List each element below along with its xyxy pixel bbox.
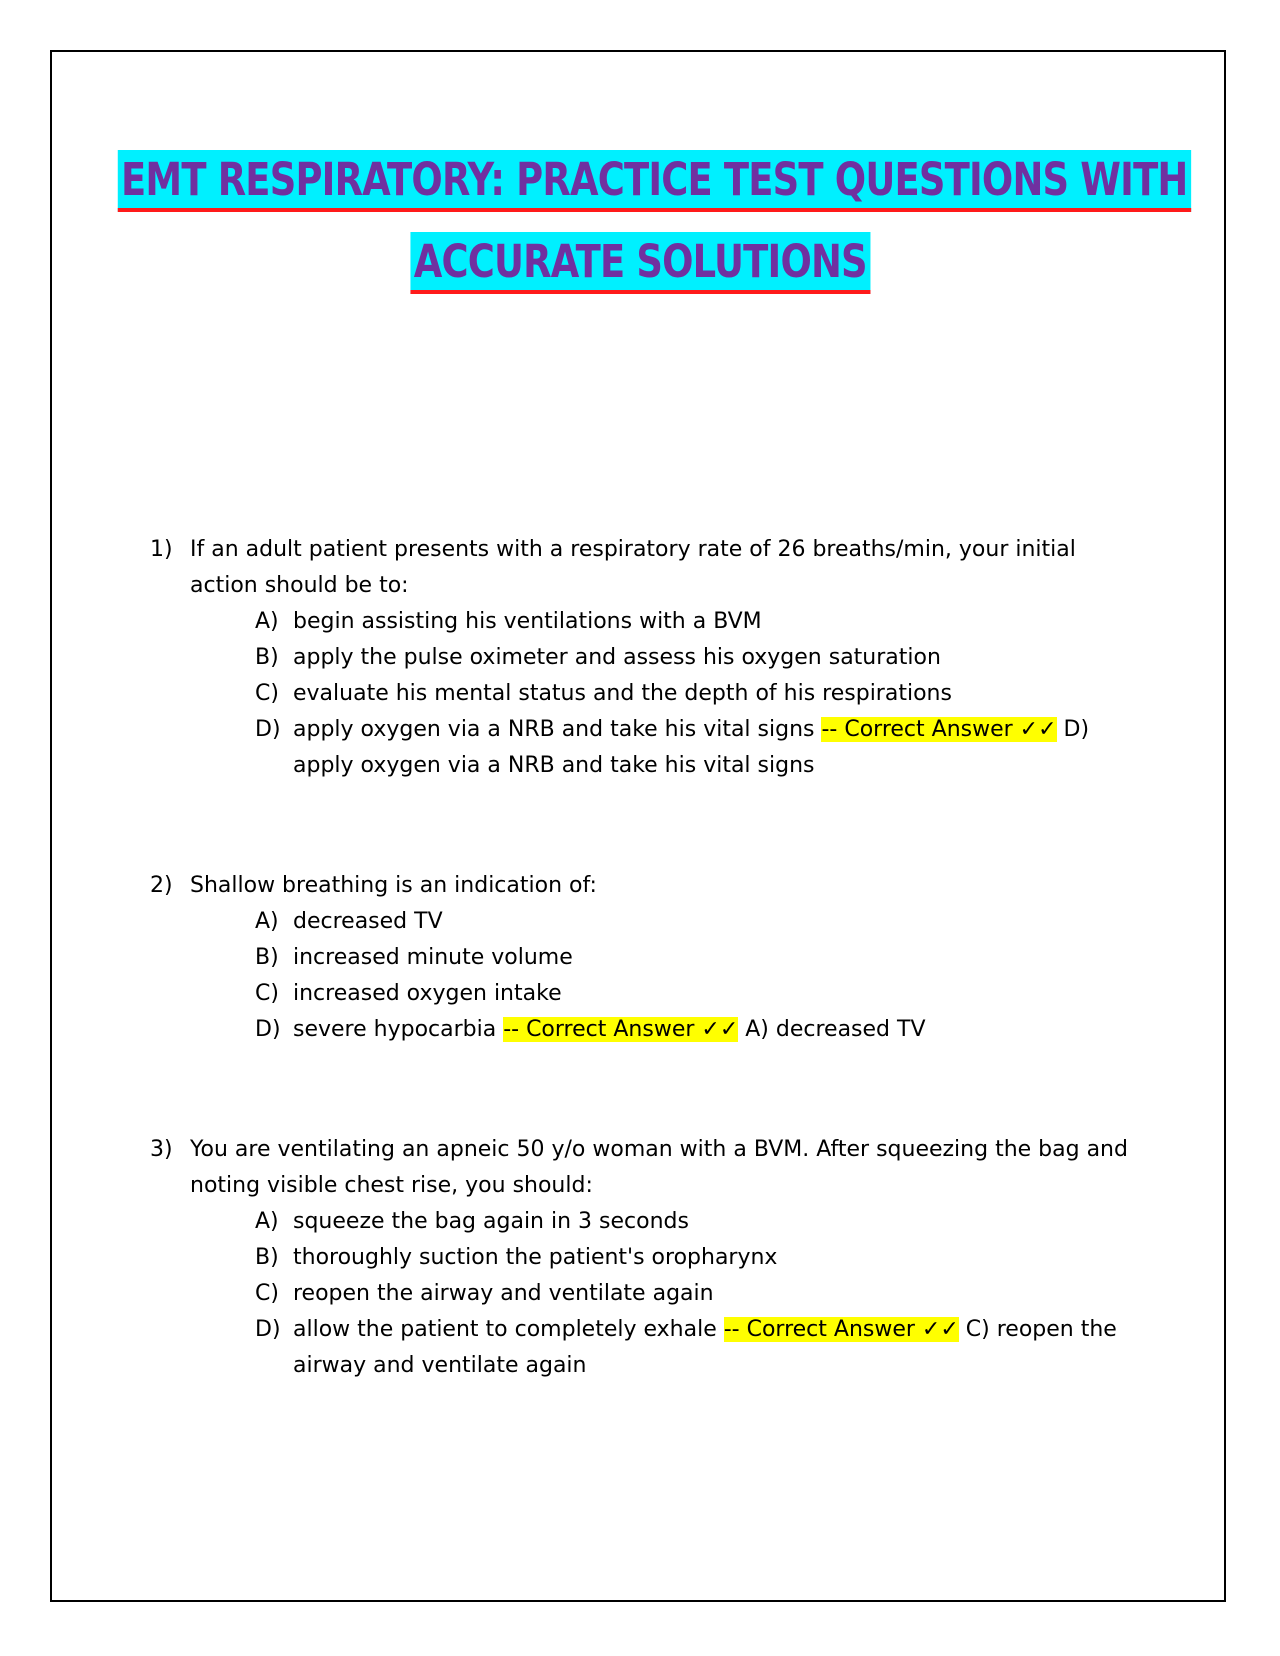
question-number: 3) [150, 1137, 173, 1162]
option-letter: C) [255, 1281, 279, 1306]
option-d [255, 712, 1140, 784]
option-text: begin assisting his ventilations with a BVM [293, 609, 762, 634]
option-letter: C) [255, 681, 279, 706]
correct-answer-highlight: -- Correct Answer ✓✓ [821, 717, 1057, 742]
option-text-with-answer [293, 1012, 1140, 1048]
question-number: 1) [150, 537, 173, 562]
correct-answer-highlight: -- Correct Answer ✓✓ [503, 1017, 739, 1042]
option-b [255, 1240, 1140, 1276]
option-letter: A) [255, 909, 279, 934]
option-letter: B) [255, 645, 279, 670]
option-b [255, 940, 1140, 976]
options-list [150, 1204, 1140, 1384]
option-d [255, 1012, 1140, 1048]
question-text: You are ventilating an apneic 50 y/o woman with a BVM. After squeezing the bag and noting visible chest rise, you should: [190, 1137, 1128, 1198]
title-line-1: EMT RESPIRATORY: PRACTICE TEST QUESTIONS WITH [118, 150, 1191, 212]
correct-answer-text: D) apply oxygen via a NRB and take his vital signs [293, 717, 1090, 778]
question-3 [150, 1132, 1140, 1384]
option-b [255, 640, 1140, 676]
option-text: increased oxygen intake [293, 981, 562, 1006]
options-list [150, 904, 1140, 1048]
correct-answer-highlight: -- Correct Answer ✓✓ [723, 1317, 959, 1342]
question-number: 2) [150, 873, 173, 898]
options-list [150, 604, 1140, 784]
option-letter: D) [255, 1017, 281, 1042]
question-1 [150, 532, 1140, 784]
option-letter: B) [255, 945, 279, 970]
option-c [255, 976, 1140, 1012]
option-letter: A) [255, 609, 279, 634]
option-c [255, 1276, 1140, 1312]
option-text-with-answer [293, 1312, 1140, 1384]
document-title [0, 150, 1280, 314]
option-letter: B) [255, 1245, 279, 1270]
option-letter: D) [255, 717, 281, 742]
option-a [255, 1204, 1140, 1240]
option-letter: D) [255, 1317, 281, 1342]
option-a [255, 604, 1140, 640]
question-text: Shallow breathing is an indication of: [190, 873, 597, 898]
question-stem [150, 532, 1140, 604]
question-text: If an adult patient presents with a respiratory rate of 26 breaths/min, your initial action should be to: [190, 537, 1076, 598]
title-line-2: ACCURATE SOLUTIONS [410, 232, 870, 294]
option-text-with-answer [293, 712, 1140, 784]
option-a [255, 904, 1140, 940]
option-text: allow the patient to completely exhale [293, 1317, 724, 1342]
question-2 [150, 868, 1140, 1048]
option-text: severe hypocarbia [293, 1017, 504, 1042]
option-text: squeeze the bag again in 3 seconds [293, 1209, 689, 1234]
correct-answer-text: C) reopen the airway and ventilate again [293, 1317, 1117, 1378]
option-letter: A) [255, 1209, 279, 1234]
correct-answer-text: A) decreased TV [738, 1017, 926, 1042]
question-list [150, 532, 1140, 1384]
option-text: apply oxygen via a NRB and take his vital signs [293, 717, 822, 742]
option-text: increased minute volume [293, 945, 573, 970]
option-d [255, 1312, 1140, 1384]
option-text: decreased TV [293, 909, 443, 934]
option-text: thoroughly suction the patient's oropharynx [293, 1245, 778, 1270]
question-stem [150, 868, 1140, 904]
option-text: reopen the airway and ventilate again [293, 1281, 714, 1306]
option-c [255, 676, 1140, 712]
option-letter: C) [255, 981, 279, 1006]
question-stem [150, 1132, 1140, 1204]
option-text: apply the pulse oximeter and assess his oxygen saturation [293, 645, 941, 670]
option-text: evaluate his mental status and the depth of his respirations [293, 681, 952, 706]
